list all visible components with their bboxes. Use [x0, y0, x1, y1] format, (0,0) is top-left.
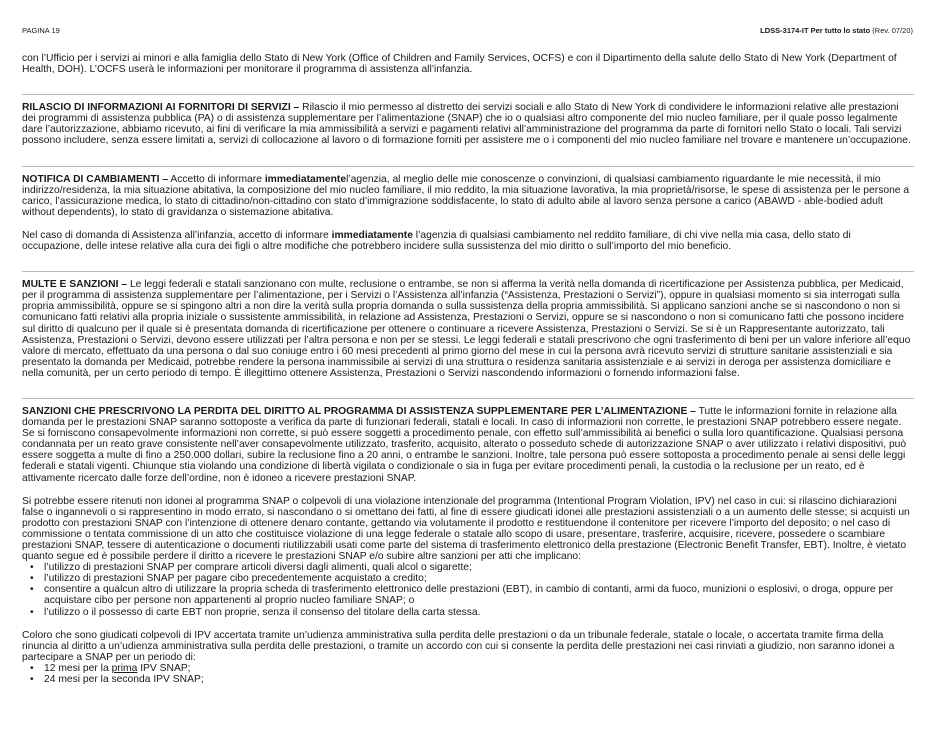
changes-heading: NOTIFICA DI CAMBIAMENTI –: [22, 173, 169, 185]
page-header: [22, 26, 913, 38]
section-divider: [22, 166, 914, 167]
form-id: LDSS-3174-IT Per tutto lo stato: [760, 26, 871, 35]
release-heading: RILASCIO DI INFORMAZIONI AI FORNITORI DI SERVIZI –: [22, 102, 300, 114]
snap-paragraph-1: SANZIONI CHE PRESCRIVONO LA PERDITA DEL DIRITTO AL PROGRAMMA DI ASSISTENZA SUPPLEMENTARE PER L’ALIMENTAZIONE – Tutte le informazioni fornite in relazione alla domanda per le prestazioni SNAP saranno sottoposte a verifica da parte di funzionari federali, statali e locali. In caso di informazioni non corrette, le prestazioni SNAP potrebbero essere negate. Se si forniscono consapevolmente informazioni non corrette, si può essere soggetti a procedimento penale, con effetto sull’ammissibilità ai benefici o sulla loro quantificazione. Qualsiasi persona condannata per un reato grave consistente nell’aver consapevolmente utilizzato, trasferito, acquisito, alterato o posseduto schede di autorizzazione SNAP o aver utilizzato i relativi dispositivi, può essere soggetta a multe di fino a 250.000 dollari, subire la reclusione fino a 20 anni, o entrambe le sanzioni. Inoltre, tale persona può essere sottoposta a procedimento penale ai sensi delle leggi federali e statali vigenti. Chiunque stia violando una condizione di libertà vigilata o condizionale o sia in fuga per evitare procedimenti penali, la custodia o la reclusione per un reato, ed è attivamente ricercato dalle forze dell’ordine, non è idoneo a ricevere prestazioni SNAP.: [22, 405, 907, 484]
intro-paragraph: con l’Ufficio per i servizi ai minori e alla famiglia dello Stato di New York (Office of Children and Family Services, OCFS) e con il Dipartimento della salute dello Stato di New York (Department of Health, DOH). L’OCFS userà le informazioni per monitorare il programma di assistenza all’infanzia.: [22, 53, 897, 76]
penalties-heading: MULTE E SANZIONI –: [22, 279, 128, 291]
form-identifier: [760, 26, 913, 35]
snap-paragraph-2: Si potrebbe essere ritenuti non idonei al programma SNAP o colpevoli di una violazione intenzionale del programma (Intentional Program Violation, IPV) nel caso in cui: si rilascino dichiarazioni false o ingannevoli o si rappresentino in modo errato, si nascondano o si omettano dei fatti, al fine di essere giudicati idonei alle prestazioni assistenziali o a un aumento delle stesse; si acquisti un prodotto con prestazioni SNAP con l’intenzione di ottenere denaro contante, gettando via volutamente il prodotto e restituendone il contenitore per ricevere l’importo del deposito; o nel caso di commissione o tentata commissione di un atto che costituisce violazione di una legge federale o statale allo scopo di usare, presentare, trasferire, acquisire, ricevere, possedere o scambiare prestazioni SNAP, tessere di autenticazione o documenti riutilizzabili usati come parte del sistema di trasferimento elettronico della prestazione (Electronic Benefit Transfer, EBT). Inoltre, è vietato quanto segue ed è possibile perdere il diritto a ricevere le prestazioni SNAP e/o subire altre sanzioni per atti che implicano:: [22, 495, 910, 563]
list-item: • 12 mesi per la prima IPV SNAP;: [44, 663, 914, 674]
list-item: • 24 mesi per la seconda IPV SNAP;: [44, 674, 914, 685]
section-divider: [22, 398, 914, 399]
release-text: Rilascio il mio permesso al distretto dei servizi sociali e allo Stato di New York di condividere le informazioni relative alle prestazioni dei programmi di assistenza pubblica (PA) o di assistenza supplementare per l’alimentazione (SNAP) che io o qualsiasi altro componente del mio nucleo familiare, per il quale posso legalmente dare l’autorizzazione, abbiamo ricevuto, ai fini di verificare la mia ammissibilità a servizi e pagamenti relativi all’amministrazione del programma da parte di fornitori nello Stato o locali. Tali servizi possono includere, senza essere limitati a, servizi di collocazione al lavoro o di formazione forniti per assistere me o i componenti del mio nucleo familiare nel trovare e mantenere un’occupazione.: [22, 102, 911, 147]
section-divider: [22, 271, 914, 272]
snap-paragraph-3: Coloro che sono giudicati colpevoli di IPV accertata tramite un’udienza amministrativa sulla perdita delle prestazioni o da un tribunale federale, statale o locale, o accertata tramite firma della rinuncia al diritto a un’udienza amministrativa sulla perdita delle prestazioni, o tramite un accordo con cui si consente la perdita delle prestazioni nei casi rinviati a giudizio, non saranno idonei a partecipare a SNAP per un periodo di:: [22, 629, 895, 663]
form-revision: (Rev. 07/20): [872, 26, 913, 35]
penalties-text: Le leggi federali e statali sanzionano con multe, reclusione o entrambe, se non si afferma la verità nella domanda di ricertificazione per Assistenza pubblica, per Medicaid, per il programma di assistenza supplementare per l’alimentazione, per i Servizi o l’Assistenza all’infanzia (“Assistenza, Prestazioni o Servizi”), oppure in qualsiasi momento si sia interrogati sulla propria ammissibilità, oppure se si spingono altri a non dire la verità sulla propria domanda o sulla sussistenza della propria ammissibilità. Si applicano sanzioni anche se si nascondono o non si comunicano fatti relativi alla propria iniziale o sussistente ammissibilità, in relazione ad Assistenza, Prestazioni o Servizi, oppure se si nascondono o non si comunicano fatti che possono incidere sul diritto di qualcuno per il quale si è presentata domanda di ricertificazione per ottenere o continuare a ricevere Assistenza, Prestazioni o Servizi. Se si è un Rappresentante autorizzato, tali Assistenza, Prestazioni o Servizi, devono essere utilizzati per l’altra persona e non per se stessi. Le leggi federali e statali prescrivono che ogni trasferimento di beni per un valore inferiore all’equo valore di mercato, effettuato da una persona o dal suo coniuge entro i 60 mesi precedenti al primo giorno del mese in cui la persona avrà ricevuto servizi di strutture sanitarie assistenziali e sia presentato la domanda per Medicaid, potrebbe rendere la persona inammissibile ai servizi di una struttura o residenza sanitaria assistenziale e ai servizi in deroga per assistenza domiciliare e nella comunità, per un certo periodo di tempo. È illegittimo ottenere Assistenza, Prestazioni o Servizi nascondendo informazioni o fornendo informazioni false.: [22, 279, 911, 379]
list-item: • l’utilizzo di prestazioni SNAP per comprare articoli diversi dagli alimenti, quali alcol o sigarette;: [44, 562, 914, 573]
section-divider: [22, 94, 914, 95]
snap-violations-list: [22, 562, 914, 617]
list-item: • l’utilizzo o il possesso di carte EBT non proprie, senza il consenso del titolare della carta stessa.: [44, 607, 914, 618]
penalties-section: [22, 279, 914, 379]
changes-paragraph-2: Nel caso di domanda di Assistenza all’infanzia, accetto di informare immediatamente l’agenzia di qualsiasi cambiamento nel reddito familiare, di chi vive nella mia casa, dello stato di occupazione, delle intese relative alla cura dei figli o altre modifiche che potrebbero incidere sulla sussistenza del mio diritto o sull’importo del mio beneficio.: [22, 229, 851, 253]
changes-paragraph-1: NOTIFICA DI CAMBIAMENTI – Accetto di informare immediatamentel’agenzia, al meglio delle mie conoscenze o convinzioni, di qualsiasi cambiamento riguardante le mie necessità, il mio indirizzo/residenza, la mia situazione abitativa, la composizione del mio nucleo familiare, il mio reddito, la mia situazione lavorativa, la mia proprietà/risorse, le spese di assistenza per le persone a carico, l’assicurazione medica, lo stato di cittadino/non-cittadino con stato d’immigrazione soddisfacente, lo stato di adulto abile al lavoro senza persone a carico (ABAWD - able-bodied adult without dependents), lo stato di gravidanza o sistemazione abitativa.: [22, 173, 910, 218]
list-item: • l’utilizzo di prestazioni SNAP per pagare cibo precedentemente acquistato a credito;: [44, 573, 914, 584]
list-item: • consentire a qualcun altro di utilizzare la propria scheda di trasferimento elettronico delle prestazioni (EBT), in cambio di contanti, armi da fuoco, munizioni o esplosivi, o droga, oppure per acquistare cibo per persone non appartenenti al proprio nucleo familiare SNAP; o: [44, 584, 914, 606]
release-section: [22, 102, 914, 146]
snap-heading: SANZIONI CHE PRESCRIVONO LA PERDITA DEL DIRITTO AL PROGRAMMA DI ASSISTENZA SUPPLEMENTARE PER L’ALIMENTAZIONE –: [22, 405, 696, 417]
page-number: PAGINA 19: [22, 26, 60, 35]
snap-penalty-periods-list: [22, 663, 914, 685]
document-body: [22, 53, 914, 685]
